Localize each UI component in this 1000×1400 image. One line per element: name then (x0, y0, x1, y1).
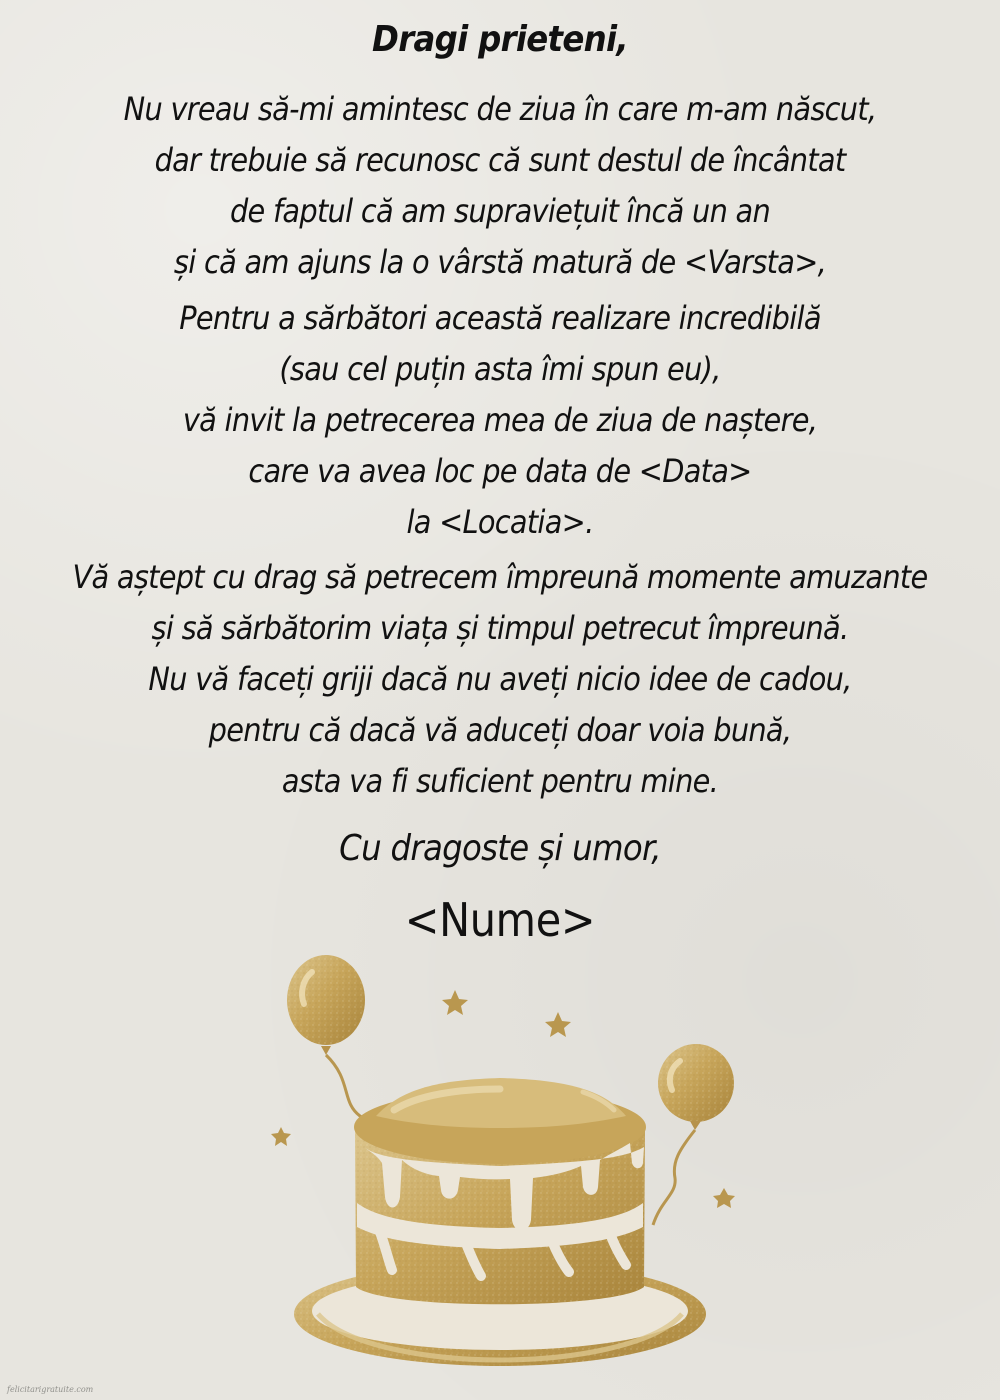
star-icon (271, 1127, 291, 1146)
paragraph-line: vă invit la petrecerea mea de ziua de naștere, (182, 401, 818, 439)
site-watermark: felicitarigratuite.com (7, 1385, 94, 1394)
paragraph-line: (sau cel puțin asta îmi spun eu), (279, 350, 721, 388)
paragraph-line: Vă aștept cu drag să petrecem împreună momente amuzante (72, 558, 928, 596)
paragraph-line: și să sărbătorim viața și timpul petrecut împreună. (151, 609, 849, 647)
star-icon (713, 1188, 735, 1208)
signature-name: <Nume> (404, 893, 596, 947)
paragraph-line: la <Locatia>. (406, 503, 594, 541)
greeting: Dragi prieteni, (372, 19, 628, 60)
paragraph-line: Nu vă faceți griji dacă nu aveți nicio idee de cadou, (148, 660, 852, 698)
paragraph-line: și că am ajuns la o vârstă matură de <Varsta>, (173, 243, 827, 281)
cake-illustration (0, 940, 1000, 1400)
paragraph-line: asta va fi suficient pentru mine. (281, 762, 719, 800)
paragraph-line: pentru că dacă vă aduceți doar voia bună, (208, 711, 792, 749)
closing-line: Cu dragoste și umor, (339, 828, 661, 869)
paragraph-3 (0, 552, 1000, 807)
paragraph-line: Nu vreau să-mi amintesc de ziua în care m-am născut, (123, 90, 877, 128)
star-icon (442, 990, 468, 1015)
paragraph-line: care va avea loc pe data de <Data> (248, 452, 752, 490)
paragraph-line: de faptul că am supraviețuit încă un an (229, 192, 771, 230)
cake-icon (294, 1078, 706, 1366)
paragraph-1 (0, 84, 1000, 288)
star-icon (545, 1012, 571, 1037)
paragraph-2 (0, 293, 1000, 548)
paragraph-line: Pentru a sărbători această realizare incredibilă (179, 299, 821, 337)
paragraph-line: dar trebuie să recunosc că sunt destul de încântat (154, 141, 846, 179)
